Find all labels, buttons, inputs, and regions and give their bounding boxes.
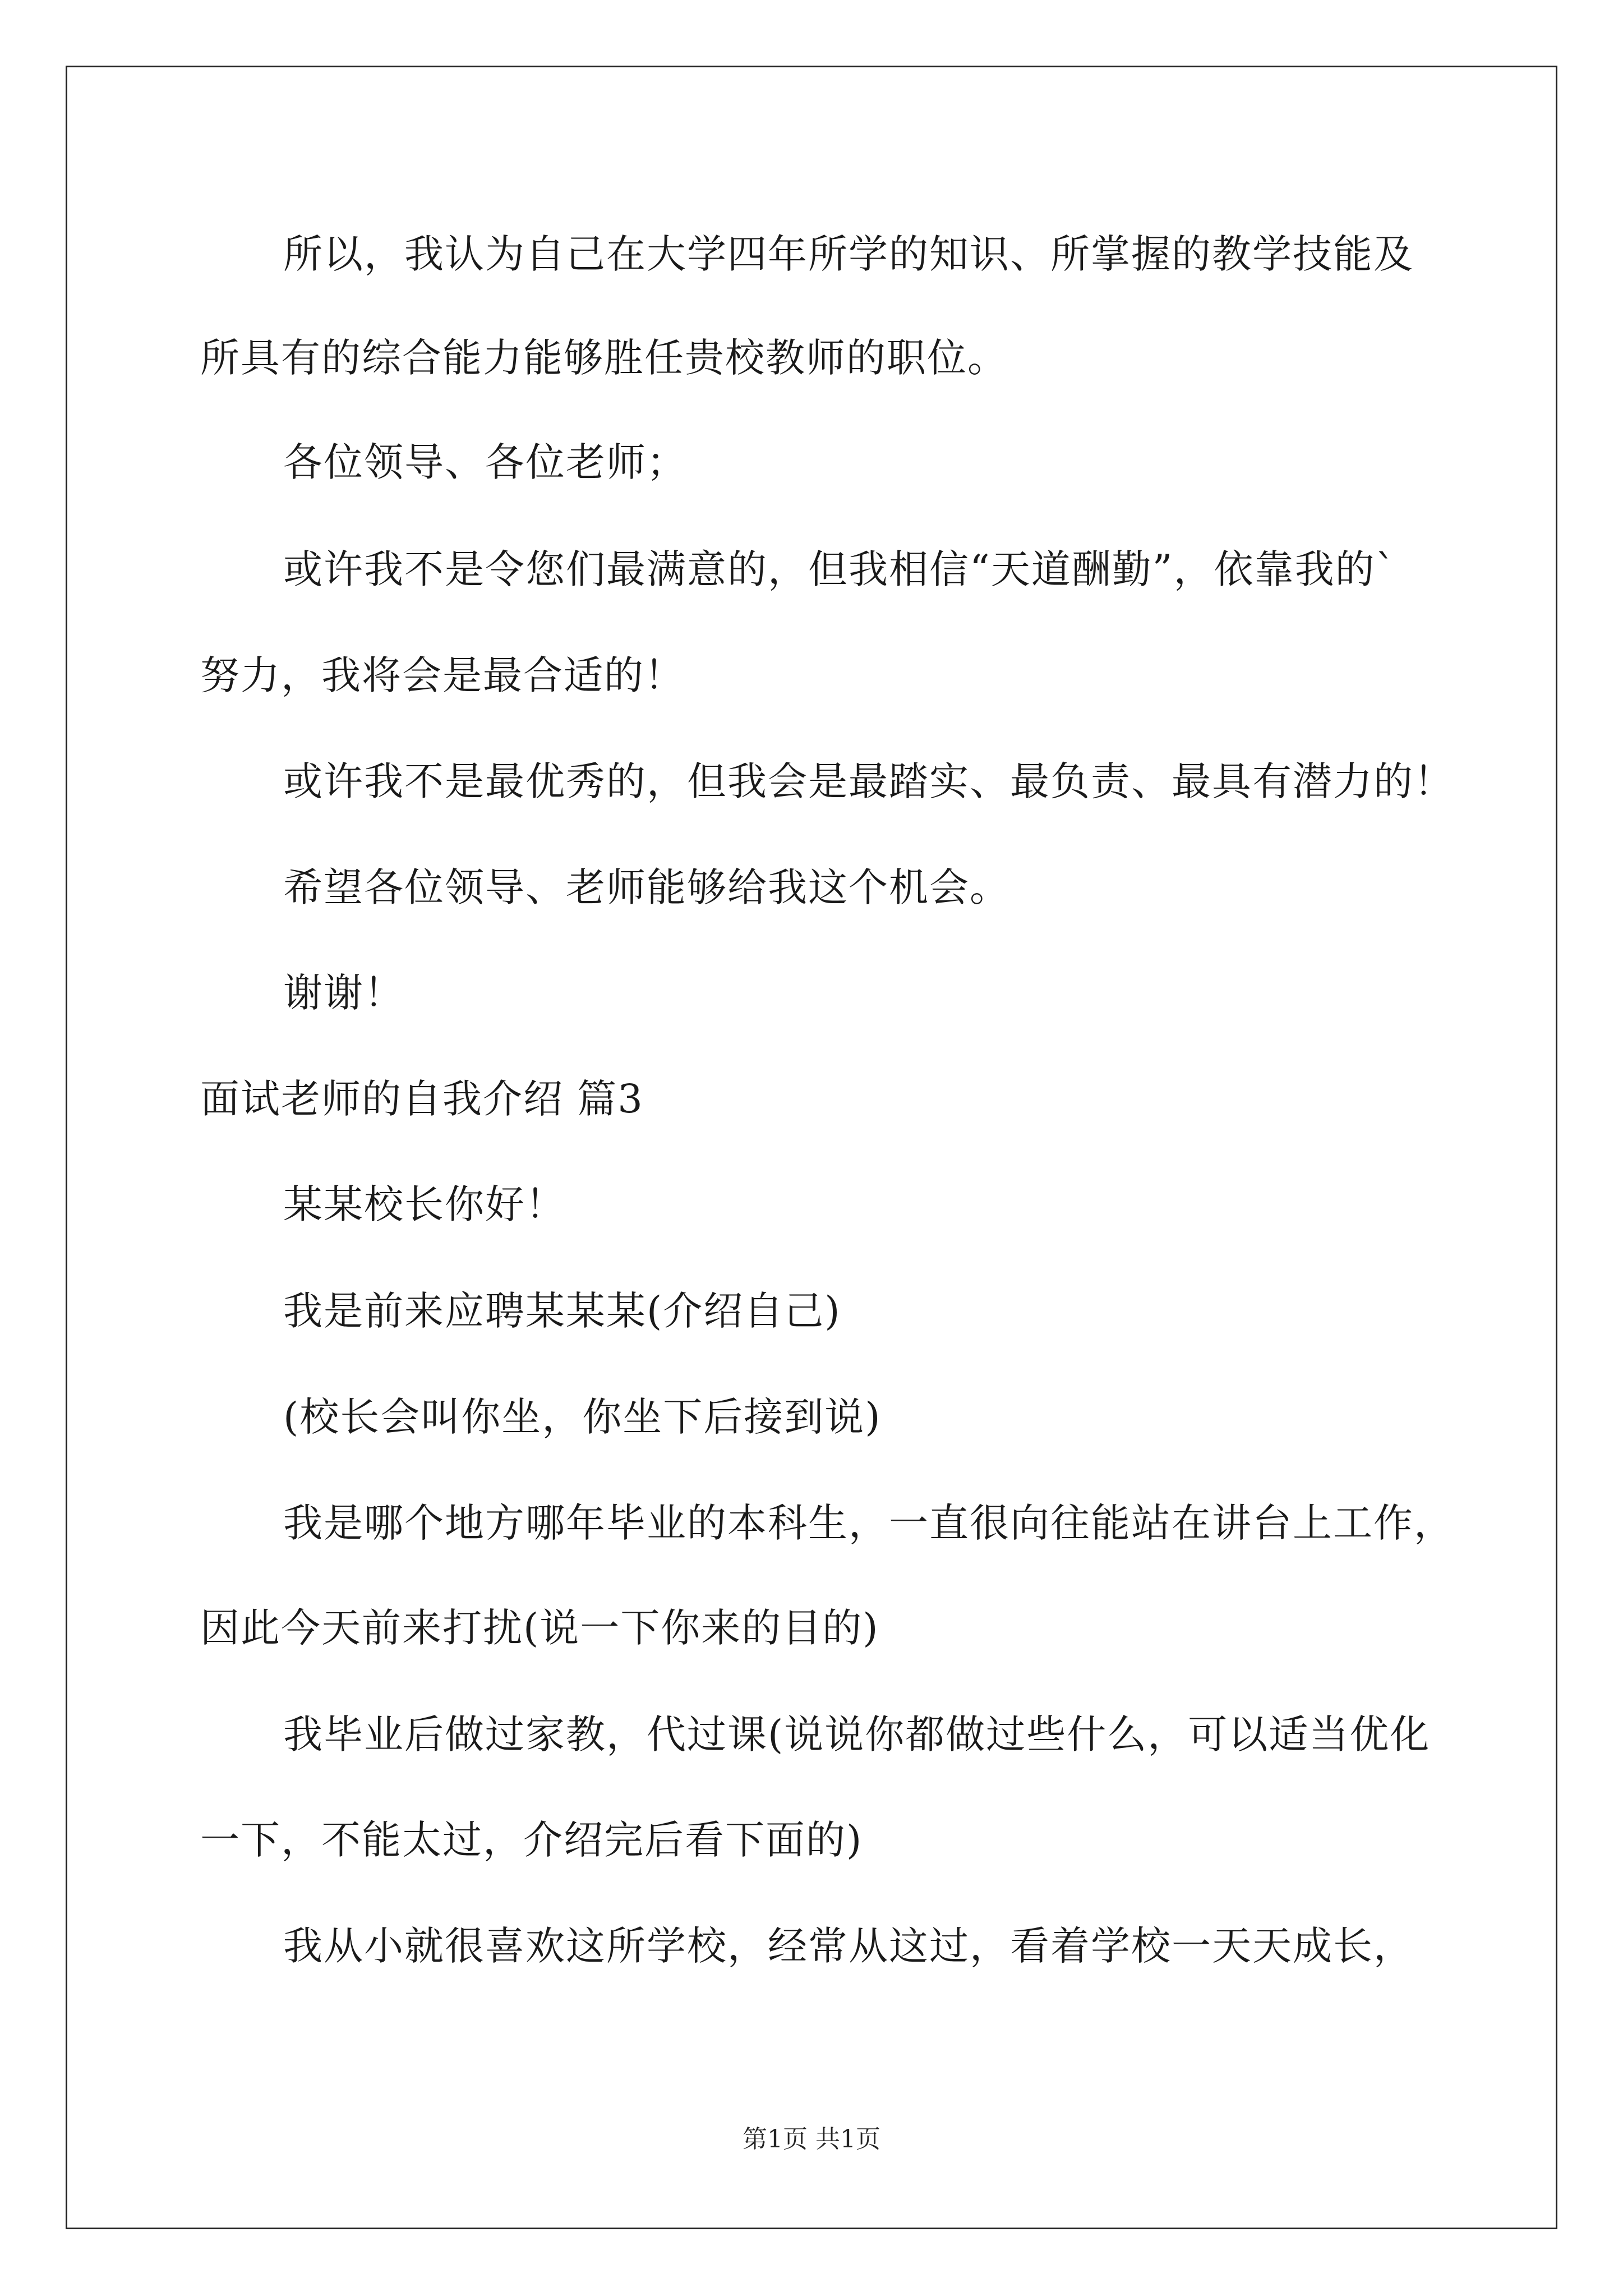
paragraph-line: 因此今天前来打扰(说一下你来的目的) bbox=[200, 1605, 879, 1651]
paragraph-line: 或许我不是令您们最满意的，但我相信“天道酬勤”，依靠我的` bbox=[283, 546, 1396, 592]
paragraph-line: 各位领导、各位老师； bbox=[283, 439, 687, 485]
paragraph-line: 某某校长你好！ bbox=[283, 1181, 566, 1227]
paragraph-line: 谢谢！ bbox=[283, 970, 404, 1016]
paragraph-line: 我从小就很喜欢这所学校，经常从这过，看着学校一天天成长， bbox=[283, 1923, 1414, 1969]
paragraph-line: 努力，我将会是最合适的！ bbox=[200, 652, 685, 698]
page-number: 第1页 共1页 bbox=[743, 2125, 880, 2154]
section-heading: 面试老师的自我介绍 篇3 bbox=[200, 1076, 644, 1122]
paragraph-line: 我是前来应聘某某某(介绍自己) bbox=[283, 1288, 841, 1334]
paragraph-line: 一下，不能太过，介绍完后看下面的) bbox=[200, 1817, 863, 1863]
paragraph-line: 或许我不是最优秀的，但我会是最踏实、最负责、最具有潜力的！ bbox=[283, 758, 1454, 804]
paragraph-line: 所以，我认为自己在大学四年所学的知识、所掌握的教学技能及 bbox=[283, 231, 1414, 277]
paragraph-line: 所具有的综合能力能够胜任贵校教师的职位。 bbox=[200, 335, 1008, 381]
paragraph-line: (校长会叫你坐，你坐下后接到说) bbox=[283, 1394, 882, 1440]
paragraph-line: 我是哪个地方哪年毕业的本科生，一直很向往能站在讲台上工作， bbox=[283, 1500, 1454, 1546]
paragraph-line: 我毕业后做过家教，代过课(说说你都做过些什么，可以适当优化 bbox=[283, 1711, 1431, 1757]
page-border bbox=[66, 66, 1557, 2229]
paragraph-line: 希望各位领导、老师能够给我这个机会。 bbox=[283, 864, 1010, 910]
